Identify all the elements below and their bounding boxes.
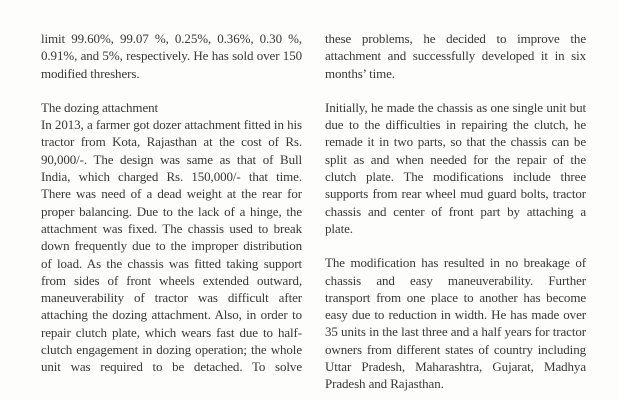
paragraph-modification-results: The modification has resulted in no breakage of chassis and easy maneuverability. Further transport from one place to another has become easy due to reduction in width. He has made over 35 units in the last three and a half years for tractor owners from different states of country including Uttar Pradesh, Maharashtra, Gujarat, Madhya Pradesh and Rajasthan. (325, 255, 586, 392)
paragraph-thresher-stats: limit 99.60%, 99.07 %, 0.25%, 0.36%, 0.30 %, 0.91%, and 5%, respectively. He has sold over 150 modified threshers. (41, 31, 302, 81)
section-heading-dozing-attachment: The dozing attachment (41, 99, 159, 115)
left-column (41, 30, 302, 401)
paragraph-chassis-modifications: Initially, he made the chassis as one single unit but due to the difficulties in repairing the clutch, he remade it in two parts, so that the chassis can be split as and when needed for the repair of the clutch plate. The modifications include three supports from rear wheel mud guard bolts, tractor chassis and center of front part by attaching a plate. (325, 99, 586, 236)
paragraph-improvement-intro: these problems, he decided to improve the attachment and successfully developed it in six months’ time. (325, 31, 586, 81)
paragraph-dozing-attachment-story: In 2013, a farmer got dozer attachment fitted in his tractor from Kota, Rajasthan at the cost of Rs. 90,000/-. The design was same as that of Bull India, which charged Rs. 150,000/- that time. There was need of a dead weight at the rear for proper balancing. Due to the lack of a hinge, the attachment was fixed. The chassis used to break down frequently due to the improper distribution of load. As the chassis was fitted taking support from sides of front wheels extended outward, maneuverability of tractor was difficult after attaching the dozing attachment. Also, in order to repair clutch plate, which wears fast due to half-clutch engagement in dozing operation; the whole unit was required to be detached. To solve (41, 117, 302, 375)
right-column (325, 30, 586, 401)
